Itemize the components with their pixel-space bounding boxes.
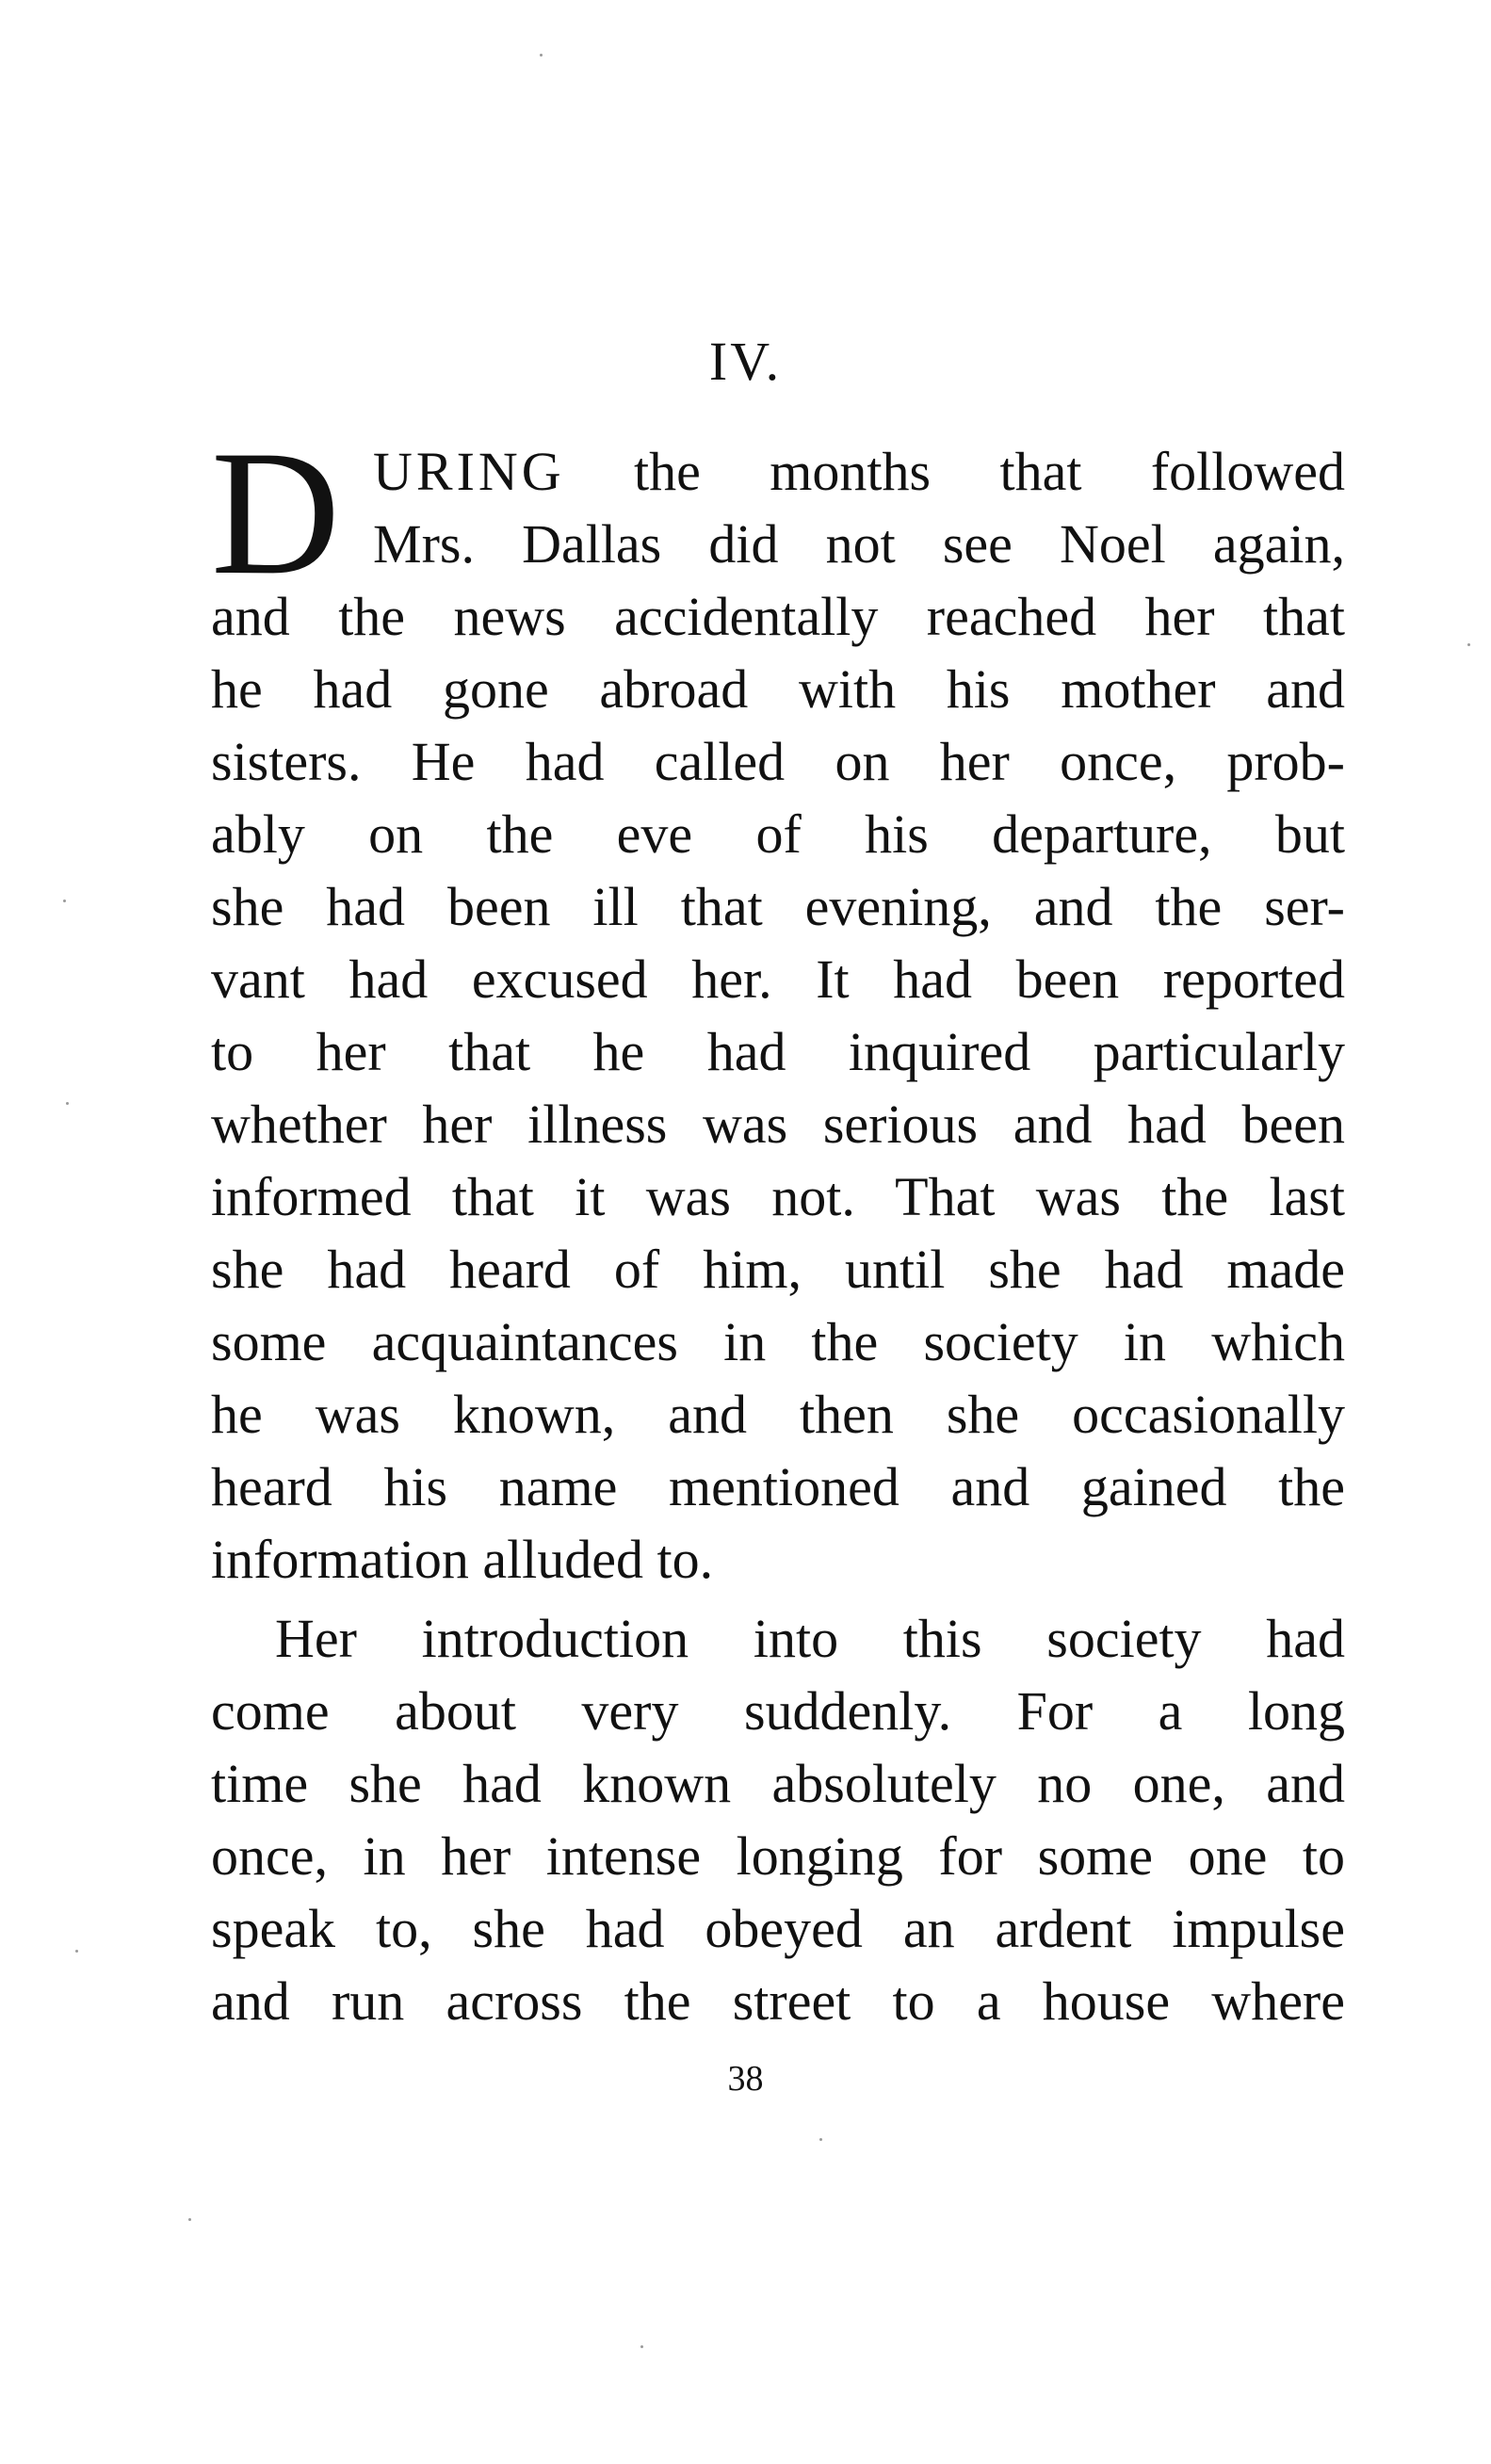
paragraph-2: [211, 1602, 1345, 2037]
text-line: he had gone abroad with his mother and: [211, 658, 1345, 720]
text-line: sisters. He had called on her once, prob-: [211, 731, 1345, 792]
paper-speck: [819, 2138, 822, 2141]
paper-speck: [63, 900, 66, 902]
first-word: URING: [373, 441, 565, 502]
text-line: vant had excused her. It had been reported: [211, 948, 1345, 1010]
paper-speck: [1467, 643, 1470, 646]
line-text: the months that followed: [564, 441, 1345, 502]
text-line: informed that it was not. That was the last: [211, 1166, 1345, 1227]
text-line: to her that he had inquired particularly: [211, 1021, 1345, 1082]
text-line: some acquaintances in the society in which: [211, 1311, 1345, 1372]
text-line: heard his name mentioned and gained the: [211, 1456, 1345, 1517]
text-line: time she had known absolutely no one, and: [211, 1753, 1345, 1814]
text-line: ably on the eve of his departure, but: [211, 803, 1345, 865]
paper-speck: [66, 1102, 69, 1105]
paper-speck: [188, 2218, 191, 2221]
text-line: and the news accidentally reached her that: [211, 586, 1345, 647]
text-line: she had heard of him, until she had made: [211, 1239, 1345, 1300]
paragraph-1: [211, 414, 1345, 1596]
text-line: once, in her intense longing for some one to: [211, 1825, 1345, 1887]
paper-speck: [640, 2345, 643, 2348]
drop-cap: D: [211, 414, 341, 612]
paper-speck: [540, 54, 543, 57]
text-line: Mrs. Dallas did not see Noel again,: [373, 513, 1345, 575]
text-line: and run across the street to a house where: [211, 1970, 1345, 2032]
chapter-heading: IV.: [708, 331, 783, 392]
text-line: Her introduction into this society had: [275, 1608, 1345, 1669]
page-number: 38: [727, 2059, 764, 2099]
text-line: he was known, and then she occasionally: [211, 1384, 1345, 1445]
text-line: she had been ill that evening, and the ser-: [211, 876, 1345, 937]
paper-speck: [75, 1950, 78, 1953]
text-line: whether her illness was serious and had been: [211, 1094, 1345, 1155]
text-line: speak to, she had obeyed an ardent impulse: [211, 1898, 1345, 1959]
text-line: [211, 435, 1345, 508]
text-line: come about very suddenly. For a long: [211, 1680, 1345, 1742]
text-line: information alluded to.: [211, 1529, 714, 1590]
